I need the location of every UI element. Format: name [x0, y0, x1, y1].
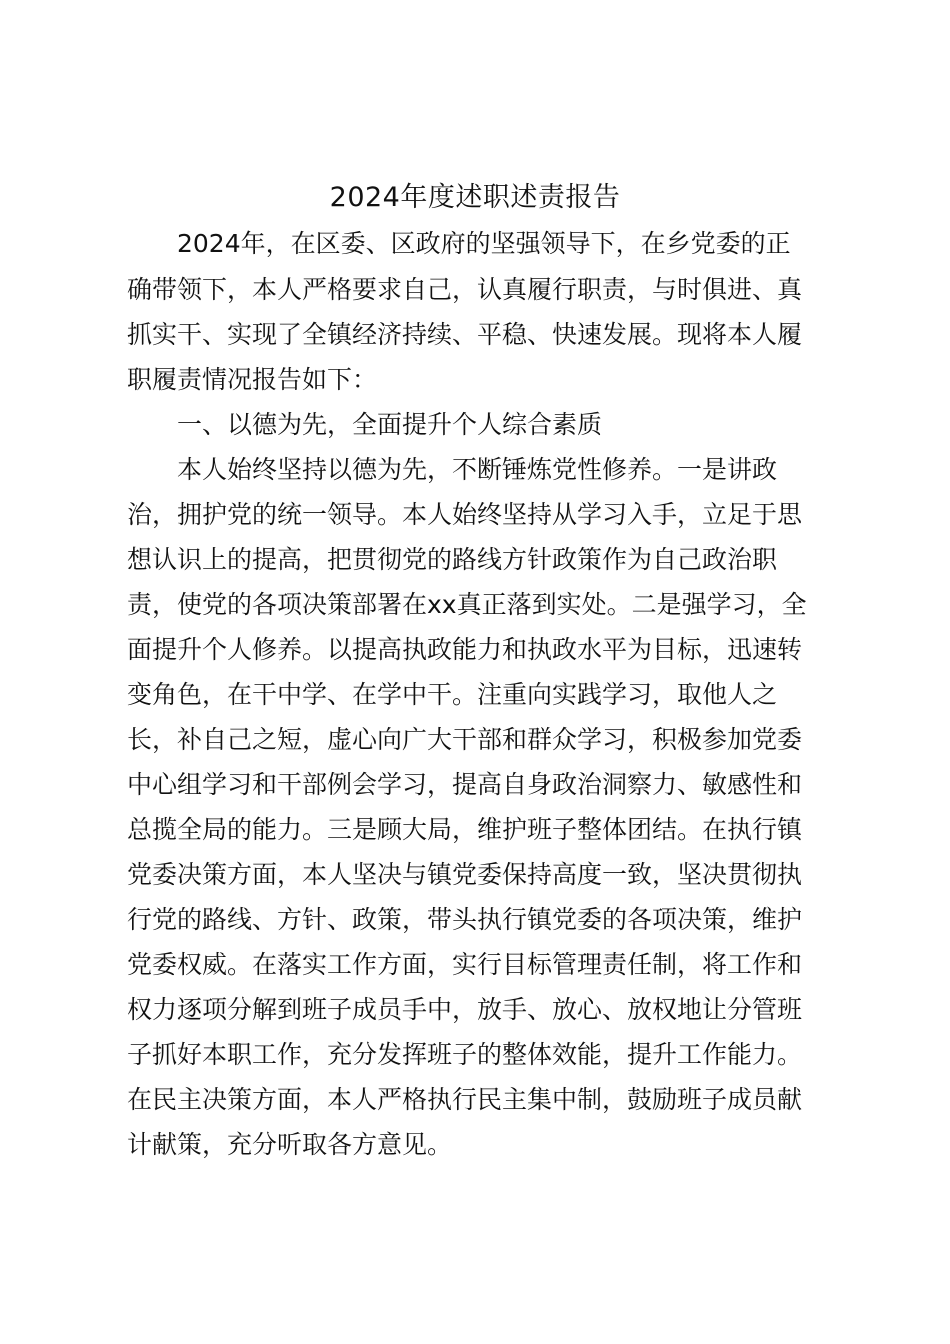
paragraph-2-line-7: 长，补自己之短，虚心向广大干部和群众学习，积极参加党委	[127, 725, 803, 754]
paragraph-1-line-1: 2024年，在区委、区政府的坚强领导下，在乡党委的正	[177, 229, 791, 258]
paragraph-2-line-10: 党委决策方面，本人坚决与镇党委保持高度一致，坚决贯彻执	[127, 860, 803, 889]
paragraph-2-line-9: 总揽全局的能力。三是顾大局，维护班子整体团结。在执行镇	[127, 815, 803, 844]
paragraph-2-line-16: 计献策，充分听取各方意见。	[127, 1130, 453, 1159]
section-heading-1: 一、以德为先，全面提升个人综合素质	[177, 410, 603, 439]
paragraph-2-line-1: 本人始终坚持以德为先，不断锤炼党性修养。一是讲政	[177, 455, 778, 484]
paragraph-2-line-2: 治，拥护党的统一领导。本人始终坚持从学习入手，立足于思	[127, 500, 803, 529]
paragraph-2-line-3: 想认识上的提高，把贯彻党的路线方针政策作为自己政治职	[127, 545, 778, 574]
paragraph-1-line-3: 抓实干、实现了全镇经济持续、平稳、快速发展。现将本人履	[127, 320, 803, 349]
paragraph-1-line-2: 确带领下，本人严格要求自己，认真履行职责，与时俱进、真	[127, 275, 803, 304]
paragraph-2-line-13: 权力逐项分解到班子成员手中，放手、放心、放权地让分管班	[127, 995, 803, 1024]
paragraph-2-line-5: 面提升个人修养。以提高执政能力和执政水平为目标，迅速转	[127, 635, 803, 664]
paragraph-2-line-6: 变角色，在干中学、在学中干。注重向实践学习，取他人之	[127, 680, 778, 709]
paragraph-2-line-8: 中心组学习和干部例会学习，提高自身政治洞察力、敏感性和	[127, 770, 803, 799]
paragraph-2-line-14: 子抓好本职工作，充分发挥班子的整体效能，提升工作能力。	[127, 1040, 803, 1069]
paragraph-1-line-4: 职履责情况报告如下：	[127, 365, 378, 394]
document-title: 2024年度述职述责报告	[329, 182, 621, 213]
paragraph-2-line-11: 行党的路线、方针、政策，带头执行镇党委的各项决策，维护	[127, 905, 803, 934]
paragraph-2-line-12: 党委权威。在落实工作方面，实行目标管理责任制，将工作和	[127, 950, 803, 979]
paragraph-2-line-4: 责，使党的各项决策部署在xx真正落到实处。二是强学习，全	[127, 590, 807, 619]
paragraph-2-line-15: 在民主决策方面，本人严格执行民主集中制，鼓励班子成员献	[127, 1085, 803, 1114]
